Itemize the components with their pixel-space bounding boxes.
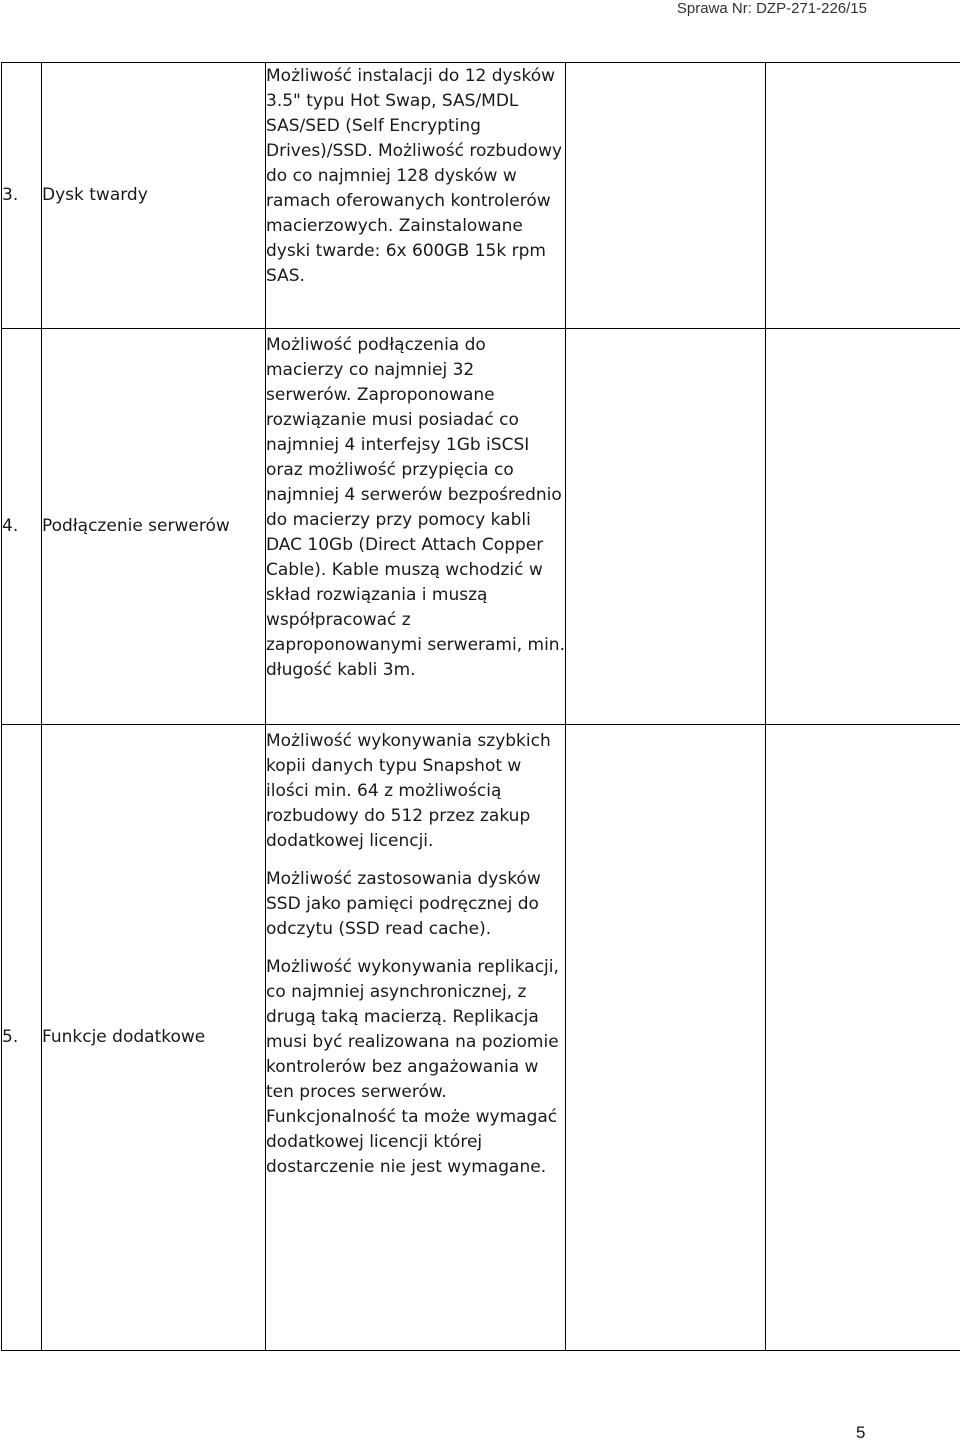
table-row: [2, 329, 960, 725]
empty-cell: [566, 63, 766, 329]
row-number: 4.: [2, 516, 19, 536]
empty-cell: [766, 63, 960, 329]
description-paragraph: Możliwość wykonywania szybkich kopii danych typu Snapshot w ilości min. 64 z możliwością rozbudowy do 512 przez zakup dodatkowej licencji.: [266, 731, 551, 851]
row-description-cell: [266, 329, 566, 725]
empty-cell: [766, 329, 960, 725]
empty-cell: [566, 329, 766, 725]
row-description-cell: [266, 725, 566, 1351]
row-number-cell: [2, 329, 42, 725]
specification-table: [1, 62, 960, 1351]
row-name: Funkcje dodatkowe: [42, 1027, 206, 1047]
description-paragraph: Możliwość zastosowania dysków SSD jako pamięci podręcznej do odczytu (SSD read cache).: [266, 869, 541, 939]
row-number-cell: [2, 63, 42, 329]
row-name: Podłączenie serwerów: [42, 516, 230, 536]
page-number: 5: [856, 1423, 866, 1442]
row-number-cell: [2, 725, 42, 1351]
empty-cell: [766, 725, 960, 1351]
table-row: [2, 63, 960, 329]
description-paragraph: Możliwość instalacji do 12 dysków 3.5" typu Hot Swap, SAS/MDL SAS/SED (Self Encrypting Drives)/SSD. Możliwość rozbudowy do co najmniej 128 dysków w ramach oferowanych kontrolerów macierzowych. Zainstalowane dyski twarde: 6x 600GB 15k rpm SAS.: [266, 66, 563, 286]
table-row: [2, 725, 960, 1351]
empty-cell: [566, 725, 766, 1351]
row-description-cell: [266, 63, 566, 329]
description-paragraph: Możliwość podłączenia do macierzy co najmniej 32 serwerów. Zaproponowane rozwiązanie musi posiadać co najmniej 4 interfejsy 1Gb iSCSI oraz możliwość przypięcia co najmniej 4 serwerów bezpośrednio do macierzy przy pomocy kabli DAC 10Gb (Direct Attach Copper Cable). Kable muszą wchodzić w skład rozwiązania i muszą współpracować z zaproponowanymi serwerami, min. długość kabli 3m.: [266, 335, 565, 680]
row-name-cell: [42, 329, 266, 725]
row-name: Dysk twardy: [42, 185, 148, 205]
description-paragraph: Możliwość wykonywania replikacji, co najmniej asynchronicznej, z drugą taką macierzą. Replikacja musi być realizowana na poziomie kontrolerów bez angażowania w ten proces serwerów. Funkcjonalność ta może wymagać dodatkowej licencji której dostarczenie nie jest wymagane.: [266, 957, 559, 1177]
case-reference: Sprawa Nr: DZP-271-226/15: [676, 0, 867, 17]
row-name-cell: [42, 725, 266, 1351]
row-number: 5.: [2, 1027, 19, 1047]
row-name-cell: [42, 63, 266, 329]
row-number: 3.: [2, 185, 19, 205]
